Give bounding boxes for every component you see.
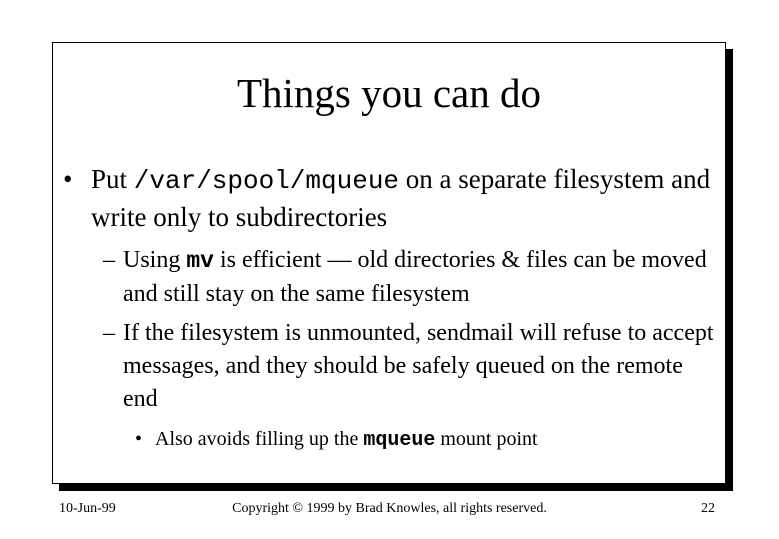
- bullet-level1: [63, 161, 711, 235]
- bullet-level3: [135, 425, 715, 455]
- subsub-text-prefix: Also avoids filling up the: [155, 428, 364, 450]
- bullet-level2-unmounted: [103, 317, 719, 416]
- bullet-level2-mv: [103, 244, 719, 311]
- footer-copyright: Copyright © 1999 by Brad Knowles, all rights reserved.: [232, 501, 547, 516]
- sub-text: If the filesystem is unmounted, sendmail will refuse to accept messages, and they should be safely queued on the remote end: [123, 320, 714, 412]
- slide-title: Things you can do: [236, 70, 542, 116]
- bullet-text-prefix: Put: [91, 164, 134, 194]
- sub-text-prefix: Using: [123, 247, 187, 273]
- dash-marker: –: [103, 320, 115, 346]
- footer-page-number: 22: [701, 501, 715, 516]
- footer-date: 10-Jun-99: [59, 501, 116, 516]
- dash-marker: –: [103, 247, 115, 273]
- bullet-code-path: /var/spool/mqueue: [133, 166, 400, 196]
- bullet-marker: •: [63, 164, 73, 194]
- slide-frame: [52, 42, 726, 484]
- subsub-text-suffix: mount point: [435, 428, 538, 450]
- bullet-text-suffix: on a separate filesystem and write only to subdirectories: [91, 164, 711, 232]
- dot-marker: •: [135, 428, 143, 450]
- subsub-code-mqueue: mqueue: [363, 429, 436, 452]
- sub-code-mv: mv: [186, 248, 214, 274]
- sub-text-suffix: is efficient — old directories & files can be moved and still stay on the same filesystem: [123, 247, 707, 307]
